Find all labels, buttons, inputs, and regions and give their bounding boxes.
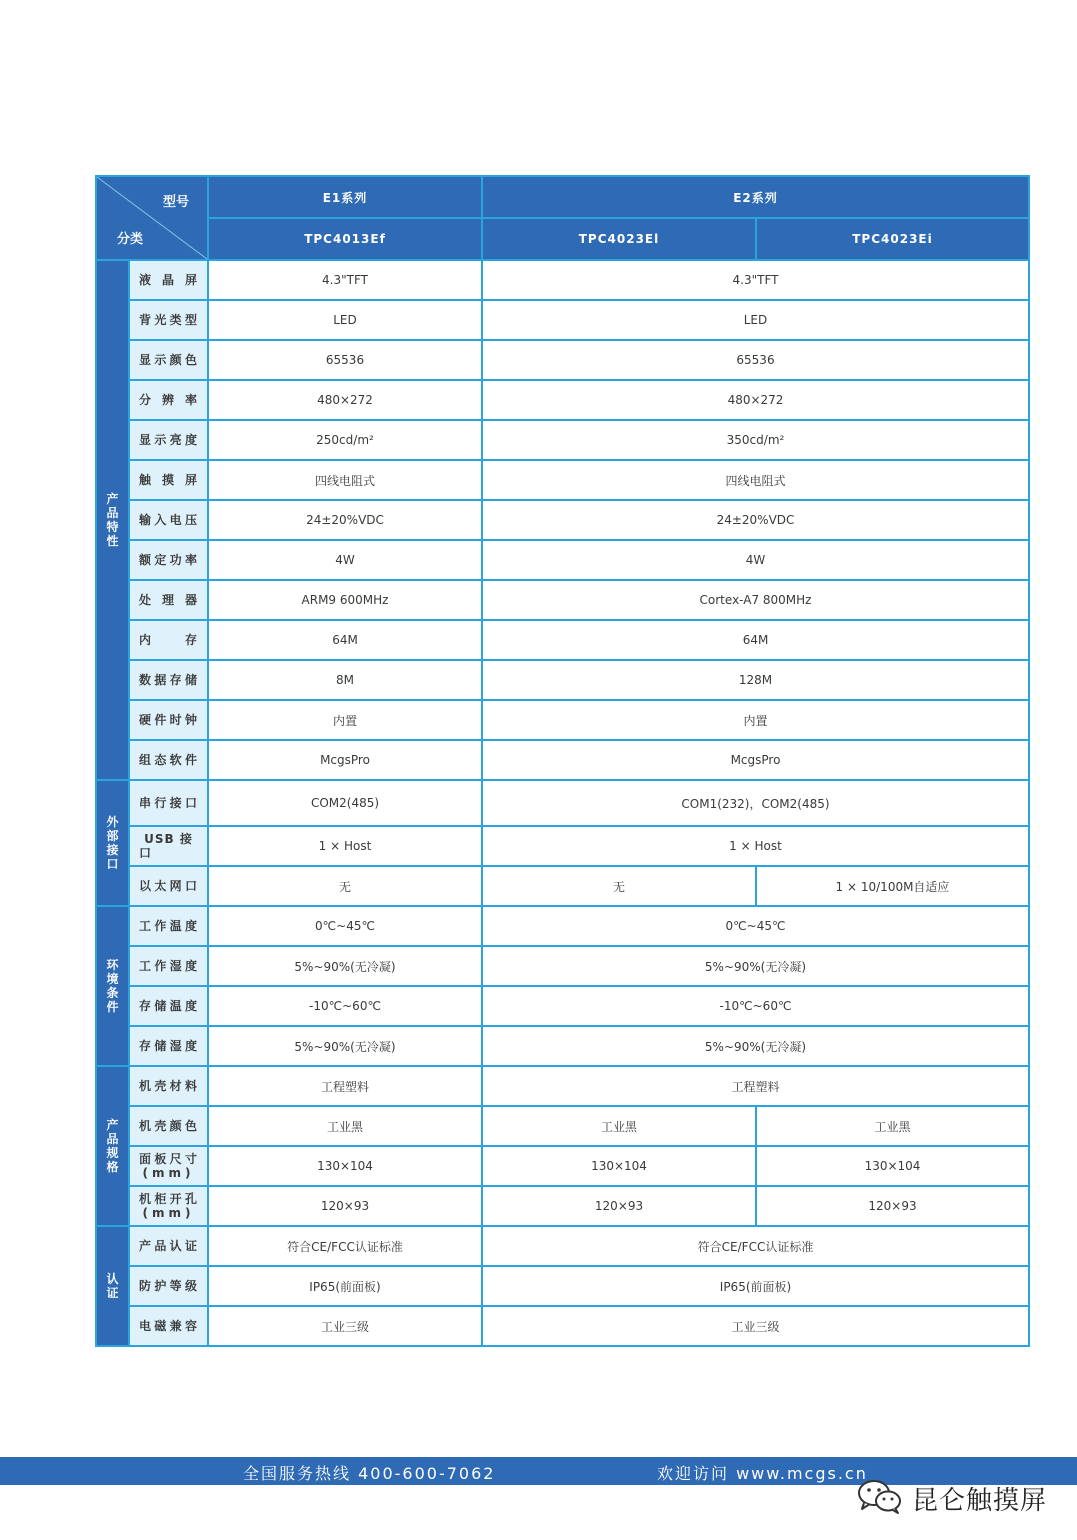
table-row bbox=[96, 1306, 1029, 1346]
cell-e2: Cortex-A7 800MHz bbox=[482, 580, 1029, 620]
table-row bbox=[96, 300, 1029, 340]
cell-e1: 4W bbox=[208, 540, 482, 580]
cell-e1: 64M bbox=[208, 620, 482, 660]
group-specs: 产品规格 bbox=[96, 1066, 129, 1226]
cell-e2: 5%~90%(无冷凝) bbox=[482, 946, 1029, 986]
cell-e1: 工程塑料 bbox=[208, 1066, 482, 1106]
corner-diagonal bbox=[97, 177, 207, 259]
row-label: 处理器 bbox=[129, 580, 208, 620]
spec-table bbox=[95, 175, 1030, 1347]
cell-e2: 4.3"TFT bbox=[482, 260, 1029, 300]
cell-e2: 480×272 bbox=[482, 380, 1029, 420]
cell-e1: -10℃~60℃ bbox=[208, 986, 482, 1026]
header-row-models bbox=[96, 218, 1029, 260]
table-row bbox=[96, 866, 1029, 906]
cell-e1: 8M bbox=[208, 660, 482, 700]
cell-e2: 64M bbox=[482, 620, 1029, 660]
cell-e1: 工业黑 bbox=[208, 1106, 482, 1146]
row-label: 工作湿度 bbox=[129, 946, 208, 986]
cell-e2: 0℃~45℃ bbox=[482, 906, 1029, 946]
row-label: 机壳材料 bbox=[129, 1066, 208, 1106]
row-label: 串行接口 bbox=[129, 780, 208, 826]
row-label: 额定功率 bbox=[129, 540, 208, 580]
row-label: 数据存储 bbox=[129, 660, 208, 700]
cell-e1: 65536 bbox=[208, 340, 482, 380]
row-label: 电磁兼容 bbox=[129, 1306, 208, 1346]
group-cert: 认证 bbox=[96, 1226, 129, 1346]
row-label: 液晶屏 bbox=[129, 260, 208, 300]
header-row-series bbox=[96, 176, 1029, 218]
cell-e2: COM1(232)，COM2(485) bbox=[482, 780, 1029, 826]
row-label: 输入电压 bbox=[129, 500, 208, 540]
cell-e1: 内置 bbox=[208, 700, 482, 740]
series-e1: E1系列 bbox=[208, 176, 482, 218]
table-row bbox=[96, 780, 1029, 826]
row-label: 机壳颜色 bbox=[129, 1106, 208, 1146]
corner-category-label: 分类 bbox=[117, 232, 144, 247]
row-label: 显示颜色 bbox=[129, 340, 208, 380]
row-label: 硬件时钟 bbox=[129, 700, 208, 740]
cell-e1: 0℃~45℃ bbox=[208, 906, 482, 946]
cell-e2: 1 × Host bbox=[482, 826, 1029, 866]
cell-e2: 四线电阻式 bbox=[482, 460, 1029, 500]
table-row bbox=[96, 540, 1029, 580]
cell-e1: 120×93 bbox=[208, 1186, 482, 1226]
cell-e2: 128M bbox=[482, 660, 1029, 700]
cell-e1: IP65(前面板) bbox=[208, 1266, 482, 1306]
series-e2: E2系列 bbox=[482, 176, 1029, 218]
table-row bbox=[96, 260, 1029, 300]
cell-e1: 符合CE/FCC认证标准 bbox=[208, 1226, 482, 1266]
row-label: 产品认证 bbox=[129, 1226, 208, 1266]
cell-e2b: 1 × 10/100M自适应 bbox=[756, 866, 1029, 906]
table-row bbox=[96, 946, 1029, 986]
table-row bbox=[96, 1226, 1029, 1266]
watermark-text: 昆仑触摸屏 bbox=[912, 1485, 1048, 1516]
table-row bbox=[96, 700, 1029, 740]
table-row bbox=[96, 500, 1029, 540]
cell-e2a: 120×93 bbox=[482, 1186, 756, 1226]
cell-e2: 5%~90%(无冷凝) bbox=[482, 1026, 1029, 1066]
cell-e2a: 无 bbox=[482, 866, 756, 906]
table-row bbox=[96, 906, 1029, 946]
cell-e2: 工程塑料 bbox=[482, 1066, 1029, 1106]
cell-e1: 130×104 bbox=[208, 1146, 482, 1186]
model-e2a: TPC4023El bbox=[482, 218, 756, 260]
row-label: 存储温度 bbox=[129, 986, 208, 1026]
service-hotline: 全国服务热线 400-600-7062 bbox=[243, 1464, 496, 1483]
row-label: 内存 bbox=[129, 620, 208, 660]
table-row bbox=[96, 1066, 1029, 1106]
row-label-line2: (mm) bbox=[142, 1206, 195, 1220]
cell-e1: 250cd/m² bbox=[208, 420, 482, 460]
row-label bbox=[129, 1186, 208, 1226]
cell-e2: 350cd/m² bbox=[482, 420, 1029, 460]
row-label: 组态软件 bbox=[129, 740, 208, 780]
table-row bbox=[96, 620, 1029, 660]
cell-e1: 无 bbox=[208, 866, 482, 906]
table-row bbox=[96, 580, 1029, 620]
cell-e1: 5%~90%(无冷凝) bbox=[208, 946, 482, 986]
table-row bbox=[96, 380, 1029, 420]
website-link[interactable]: 欢迎访问 www.mcgs.cn bbox=[657, 1464, 868, 1483]
corner-model-label: 型号 bbox=[162, 195, 189, 210]
row-label: 触摸屏 bbox=[129, 460, 208, 500]
cell-e2: 工业三级 bbox=[482, 1306, 1029, 1346]
cell-e2: McgsPro bbox=[482, 740, 1029, 780]
table-row bbox=[96, 420, 1029, 460]
row-label: 工作温度 bbox=[129, 906, 208, 946]
table-row bbox=[96, 826, 1029, 866]
row-label: 显示亮度 bbox=[129, 420, 208, 460]
row-label: 存储湿度 bbox=[129, 1026, 208, 1066]
cell-e2b: 120×93 bbox=[756, 1186, 1029, 1226]
row-label-line2: (mm) bbox=[142, 1166, 195, 1180]
table-row bbox=[96, 1026, 1029, 1066]
row-label: 分辨率 bbox=[129, 380, 208, 420]
cell-e1: 480×272 bbox=[208, 380, 482, 420]
table-row bbox=[96, 1106, 1029, 1146]
row-label-line1: 面板尺寸 bbox=[139, 1152, 198, 1166]
cell-e1: 24±20%VDC bbox=[208, 500, 482, 540]
group-environment: 环境条件 bbox=[96, 906, 129, 1066]
cell-e2a: 130×104 bbox=[482, 1146, 756, 1186]
cell-e1: ARM9 600MHz bbox=[208, 580, 482, 620]
cell-e2: 24±20%VDC bbox=[482, 500, 1029, 540]
cell-e2b: 工业黑 bbox=[756, 1106, 1029, 1146]
wechat-icon bbox=[852, 1476, 908, 1520]
cell-e1: 1 × Host bbox=[208, 826, 482, 866]
row-label-line1: 机柜开孔 bbox=[139, 1192, 198, 1206]
cell-e2: LED bbox=[482, 300, 1029, 340]
cell-e1: LED bbox=[208, 300, 482, 340]
cell-e1: 四线电阻式 bbox=[208, 460, 482, 500]
group-features: 产品特性 bbox=[96, 260, 129, 780]
row-label bbox=[129, 1146, 208, 1186]
table-row bbox=[96, 1146, 1029, 1186]
cell-e1: 5%~90%(无冷凝) bbox=[208, 1026, 482, 1066]
cell-e2b: 130×104 bbox=[756, 1146, 1029, 1186]
cell-e2a: 工业黑 bbox=[482, 1106, 756, 1146]
group-interfaces: 外部接口 bbox=[96, 780, 129, 906]
model-e1: TPC4013Ef bbox=[208, 218, 482, 260]
row-label: 背光类型 bbox=[129, 300, 208, 340]
cell-e1: COM2(485) bbox=[208, 780, 482, 826]
row-label: 防护等级 bbox=[129, 1266, 208, 1306]
table-row bbox=[96, 340, 1029, 380]
cell-e2: -10℃~60℃ bbox=[482, 986, 1029, 1026]
cell-e1: McgsPro bbox=[208, 740, 482, 780]
cell-e2: 65536 bbox=[482, 340, 1029, 380]
table-row bbox=[96, 986, 1029, 1026]
cell-e1: 工业三级 bbox=[208, 1306, 482, 1346]
cell-e2: IP65(前面板) bbox=[482, 1266, 1029, 1306]
cell-e2: 4W bbox=[482, 540, 1029, 580]
table-row bbox=[96, 1266, 1029, 1306]
watermark bbox=[852, 1476, 1047, 1520]
cell-e1: 4.3"TFT bbox=[208, 260, 482, 300]
row-label: USB 接口 bbox=[129, 826, 208, 866]
table-row bbox=[96, 740, 1029, 780]
header-corner bbox=[96, 176, 208, 260]
model-e2b: TPC4023Ei bbox=[756, 218, 1029, 260]
table-row bbox=[96, 660, 1029, 700]
cell-e2: 符合CE/FCC认证标准 bbox=[482, 1226, 1029, 1266]
table-row bbox=[96, 1186, 1029, 1226]
row-label: 以太网口 bbox=[129, 866, 208, 906]
cell-e2: 内置 bbox=[482, 700, 1029, 740]
table-row bbox=[96, 460, 1029, 500]
